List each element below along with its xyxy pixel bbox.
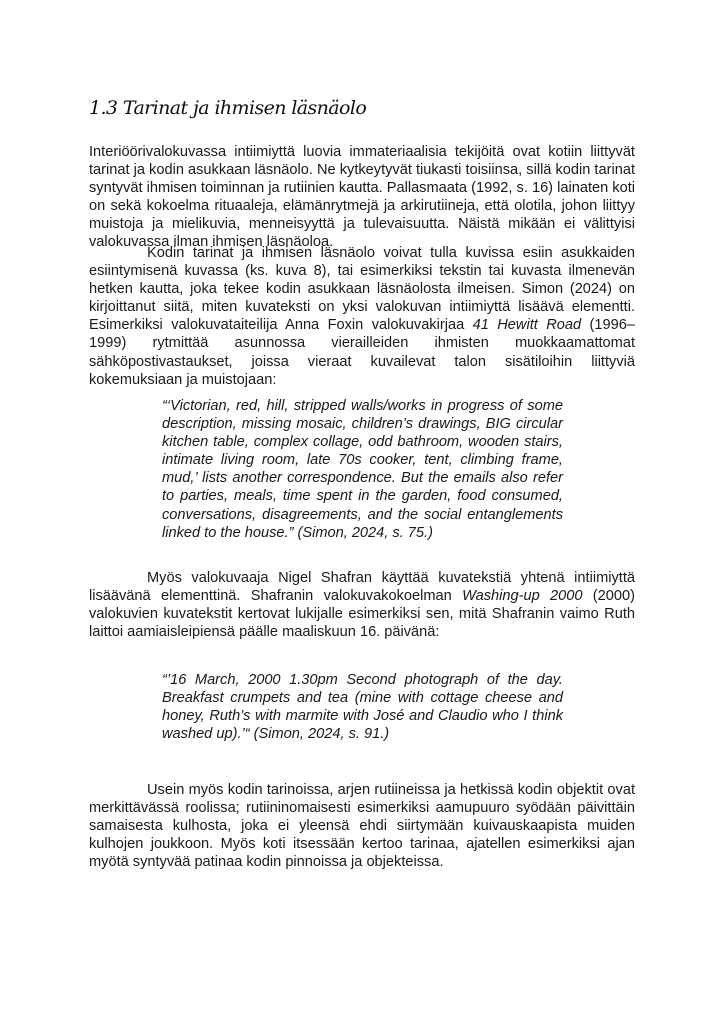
paragraph-objects: Usein myös kodin tarinoissa, arjen rutiineissa ja hetkissä kodin objektit ovat merkittävässä roolissa; rutiininomaisesti esimerkiksi aamupuuro syödään päivittäin samaisesta kulhosta, joka ei yleensä ehdi siirtymään kuivauskaapista muiden kulhojen joukkoon. Myös koti itsessään kertoo tarinaa, ajatellen esimerkiksi ajan myötä syntyvää patinaa kodin pinnoissa ja objekteissa. — [89, 782, 635, 871]
paragraph-text: (1996–1999) rytmittää asunnossa vierailleiden ihmisten muokkaamattomat sähköpostivastaukset, joissa vieraat kuvailevat talon sisätiloihin liittyviä kokemuksiaan ja muistojaan: — [89, 317, 635, 388]
block-quote-fox: “‘Victorian, red, hill, stripped walls/works in progress of some description, missing mosaic, children’s drawings, BIG circular kitchen table, complex collage, odd bathroom, wooden stairs, intimate living room, late 70s cooker, tent, climbing frame, mud,’ lists another correspondence. But the emails also refer to parties, meals, time spent in the garden, food consumed, conversations, disagreements, and the social entanglements linked to the house.” (Simon, 2024, s. 75.) — [162, 398, 563, 541]
block-quote-shafran: “’16 March, 2000 1.30pm Second photograph of the day. Breakfast crumpets and tea (mine with cottage cheese and honey, Ruth’s with marmite with José and Claudio who I think washed up).’“ (Simon, 2024, s. 91.) — [162, 672, 563, 743]
paragraph-stories-presence — [89, 244, 635, 389]
book-title: 41 Hewitt Road — [472, 317, 582, 334]
paragraph-text: (2000) valokuvien kuvatekstit kertovat lukijalle esimerkiksi sen, mitä Shafranin vaimo Ruth laittoi aamiaisleipiensä päälle maaliskuun 16. päivänä: — [89, 588, 635, 641]
book-title: Washing-up 2000 — [462, 588, 583, 605]
paragraph-intro: Interiöörivalokuvassa intiimiyttä luovia immateriaalisia tekijöitä ovat kotiin liittyvät tarinat ja kodin asukkaan läsnäolo. Ne kytkeytyvät tiukasti toisiinsa, sillä kodin tarinat syntyvät ihmisen toiminnan ja rutiinien kautta. Pallasmaata (1992, s. 16) lainaten koti on sekä kokoelma rituaaleja, elämänrytmejä ja arkirutiineja, että olotila, johon liittyy muistoja ja mielikuvia, menneisyyttä ja tulevaisuutta. Näistä mikään ei välittyisi valokuvassa ilman ihmisen läsnäoloa. — [89, 144, 635, 251]
section-heading: 1.3 Tarinat ja ihmisen läsnäolo — [89, 97, 367, 119]
paragraph-text: Kodin tarinat ja ihmisen läsnäolo voivat tulla kuvissa esiin asukkaiden esiintymisenä kuvassa (ks. kuva 8), tai esimerkiksi tekstin tai kuvasta ilmenevän hetken kautta, joka tekee kodin asukkaan läsnäolosta ilmeisen. Simon (2024) on kirjoittanut siitä, miten kuvateksti on yksi valokuvan intiimiyttä lisäävä elementti. Esimerkiksi valokuvataiteilija Anna Foxin valokuvakirjaa — [89, 245, 635, 334]
paragraph-text: Myös valokuvaaja Nigel Shafran käyttää kuvatekstiä yhtenä intiimiyttä lisäävänä elementtinä. Shafranin valokuvakokoelman — [89, 570, 635, 605]
paragraph-shafran — [89, 569, 635, 641]
